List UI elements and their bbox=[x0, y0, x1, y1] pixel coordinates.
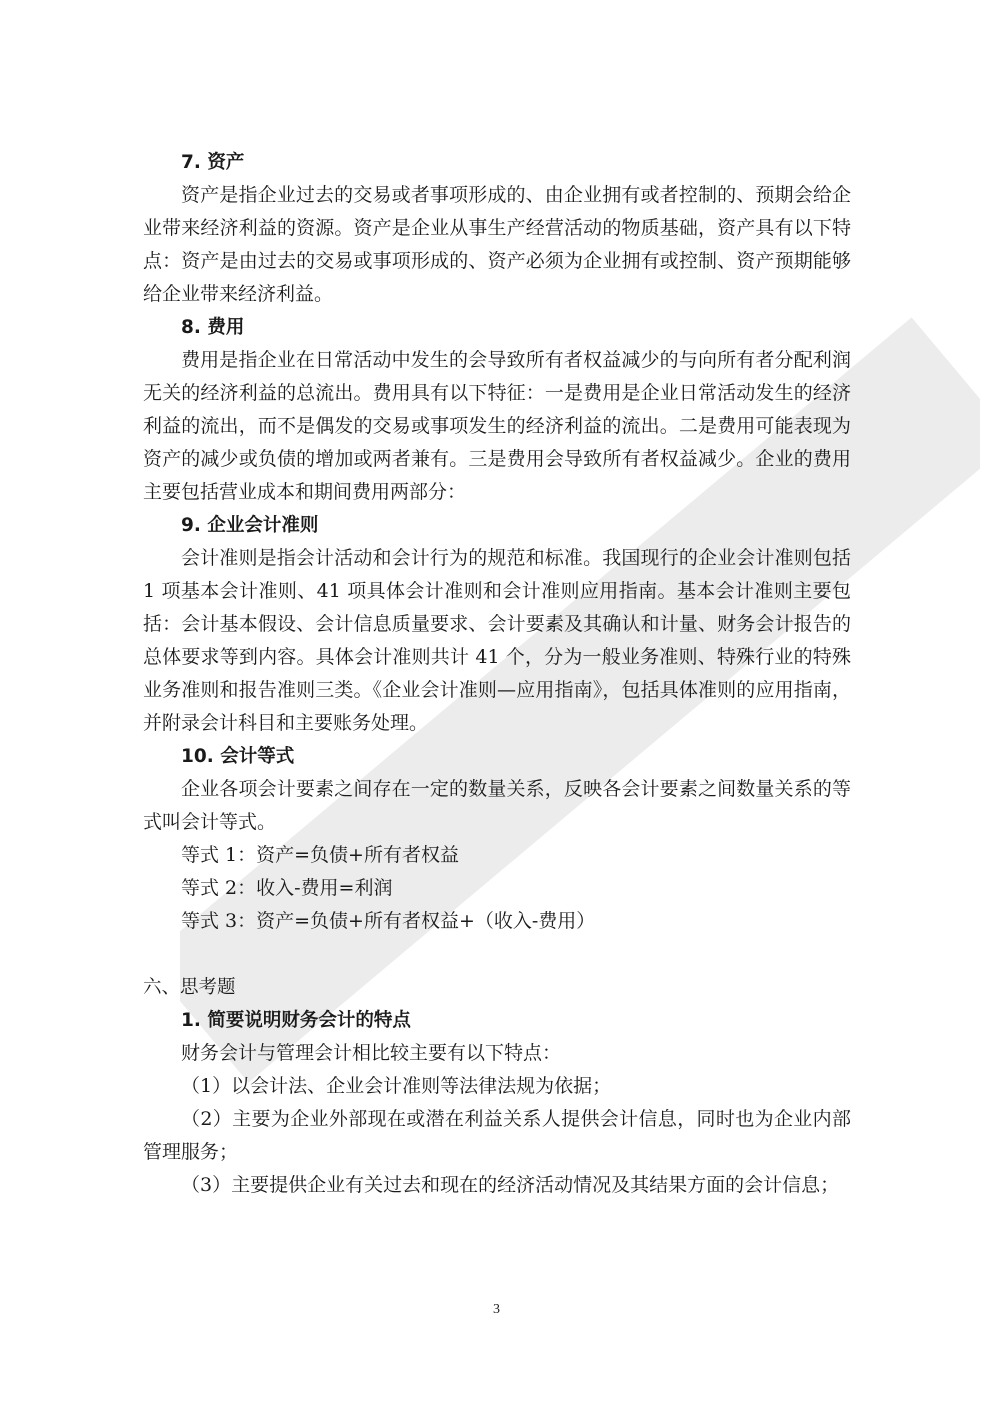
question-1-item: （2）主要为企业外部现在或潜在利益关系人提供会计信息，同时也为企业内部管理服务； bbox=[143, 1108, 851, 1163]
page-number: 3 bbox=[493, 1302, 500, 1317]
equation-1: 等式 1：资产=负债+所有者权益 bbox=[181, 844, 459, 866]
question-1-item: （3）主要提供企业有关过去和现在的经济活动情况及其结果方面的会计信息； bbox=[181, 1174, 840, 1196]
equation-2: 等式 2：收入-费用=利润 bbox=[181, 877, 393, 899]
section-heading-accounting-equation: 10. 会计等式 bbox=[181, 746, 295, 767]
section-heading-accounting-standards: 9. 企业会计准则 bbox=[181, 515, 319, 536]
section-heading-assets: 7. 资产 bbox=[181, 152, 245, 173]
part-six-title: 六、思考题 bbox=[143, 977, 236, 998]
section-heading-expenses: 8. 费用 bbox=[181, 317, 245, 338]
equation-paragraph: 企业各项会计要素之间存在一定的数量关系，反映各会计要素之间数量关系的等式叫会计等式。 bbox=[143, 778, 851, 833]
equation-3: 等式 3：资产=负债+所有者权益+（收入-费用） bbox=[181, 910, 596, 932]
expenses-paragraph: 费用是指企业在日常活动中发生的会导致所有者权益减少的与向所有者分配利润无关的经济利益的总流出。费用具有以下特征：一是费用是企业日常活动发生的经济利益的流出，而不是偶发的交易或事项发生的经济利益的流出。二是费用可能表现为资产的减少或负债的增加或两者兼有。三是费用会导致所有者权益减少。企业的费用主要包括营业成本和期间费用两部分： bbox=[143, 349, 851, 503]
standards-paragraph: 会计准则是指会计活动和会计行为的规范和标准。我国现行的企业会计准则包括 1 项基本会计准则、41 项具体会计准则和会计准则应用指南。基本会计准则主要包括：会计基本假设、会计信息质量要求、会计要素及其确认和计量、财务会计报告的总体要求等到内容。具体会计准则共计 41 个，分为一般业务准则、特殊行业的特殊业务准则和报告准则三类。《企业会计准则—应用指南》，包括具体准则的应用指南，并附录会计科目和主要账务处理。 bbox=[143, 547, 851, 734]
question-1-heading: 1. 简要说明财务会计的特点 bbox=[181, 1010, 411, 1031]
question-1-intro: 财务会计与管理会计相比较主要有以下特点： bbox=[181, 1042, 562, 1064]
page-content bbox=[143, 146, 851, 1202]
question-1-item: （1）以会计法、企业会计准则等法律法规为依据； bbox=[181, 1075, 612, 1097]
assets-paragraph: 资产是指企业过去的交易或者事项形成的、由企业拥有或者控制的、预期会给企业带来经济利益的资源。资产是企业从事生产经营活动的物质基础，资产具有以下特点：资产是由过去的交易或事项形成的、资产必须为企业拥有或控制、资产预期能够给企业带来经济利益。 bbox=[143, 184, 851, 305]
